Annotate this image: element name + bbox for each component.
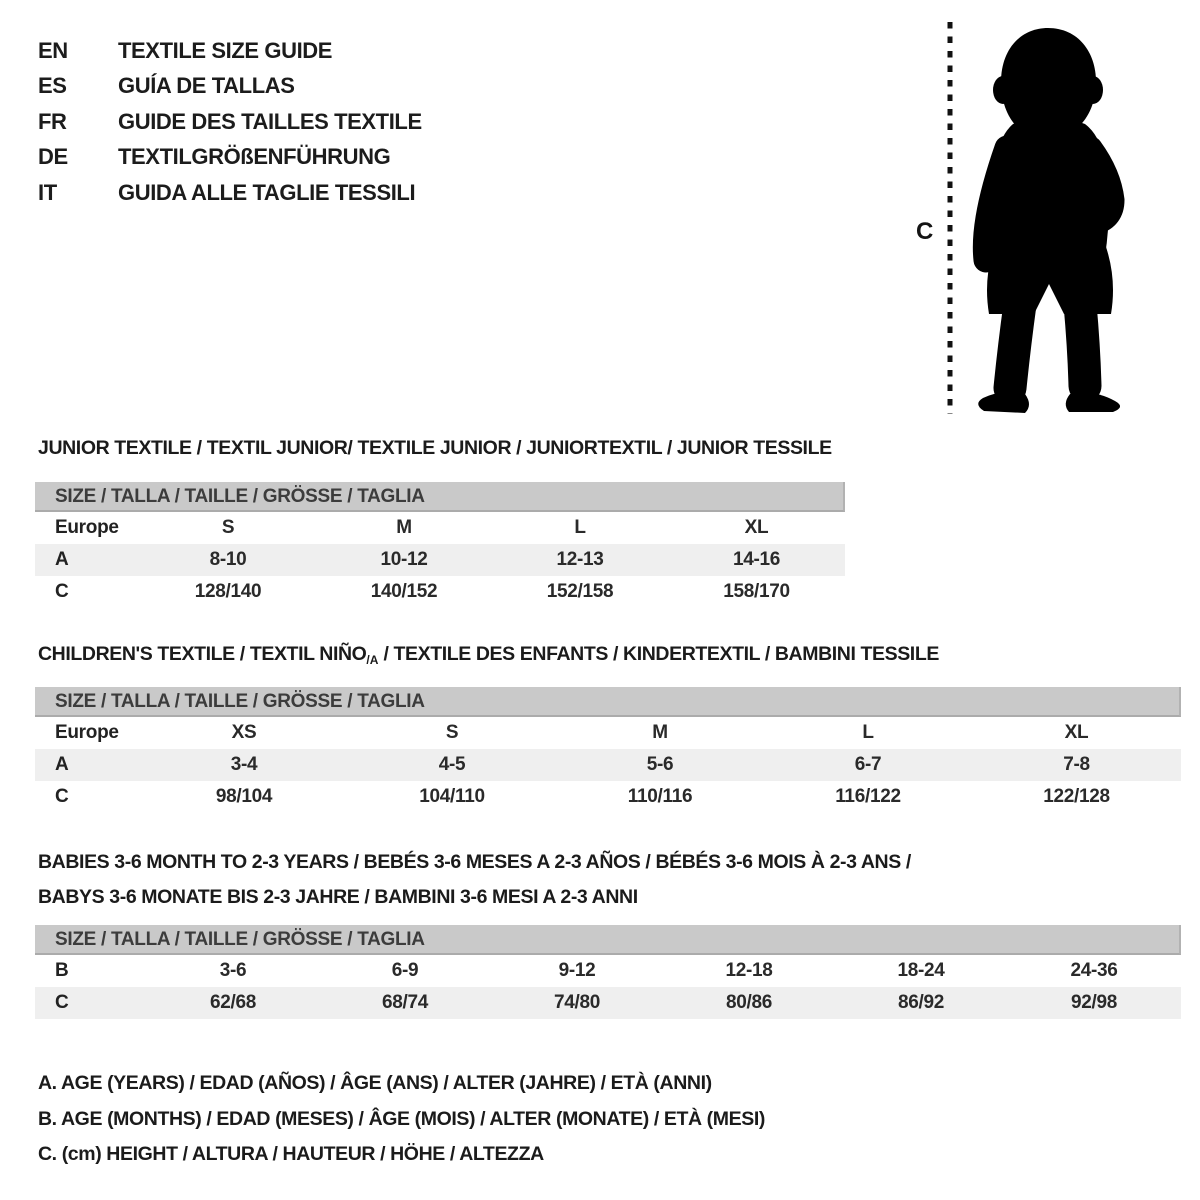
- language-code: ES: [38, 73, 67, 99]
- junior-size-table: [35, 512, 845, 608]
- legend-line-b: B. AGE (MONTHS) / EDAD (MESES) / ÂGE (MOIS) / ALTER (MONATE) / ETÀ (MESI): [38, 1107, 765, 1130]
- language-row: [38, 33, 422, 69]
- size-cell: 86/92: [835, 987, 1007, 1019]
- row-label: A: [35, 544, 140, 576]
- size-cell: 3-4: [140, 749, 348, 781]
- table-row: [35, 512, 845, 544]
- size-cell: 152/158: [546, 581, 614, 602]
- legend-line-c: C. (cm) HEIGHT / ALTURA / HAUTEUR / HÖHE / ALTEZZA: [38, 1143, 544, 1166]
- size-cell: 74/80: [491, 987, 663, 1019]
- size-cell: 9-12: [558, 960, 596, 981]
- children-section-title: [38, 643, 939, 666]
- babies-section-title: [38, 845, 911, 915]
- language-title: TEXTILGRÖßENFÜHRUNG: [118, 144, 391, 170]
- size-cell: 10-12: [316, 544, 492, 576]
- size-cell: XL: [1064, 722, 1089, 743]
- size-cell: XS: [231, 722, 257, 743]
- size-cell: S: [221, 517, 235, 538]
- size-cell: S: [445, 722, 459, 743]
- children-title-sub: /A: [366, 653, 379, 667]
- size-cell: 6-9: [391, 960, 419, 981]
- size-cell: 12-18: [725, 960, 773, 981]
- size-cell: L: [574, 517, 586, 538]
- language-code: DE: [38, 144, 68, 170]
- babies-title-line1: BABIES 3-6 MONTH TO 2-3 YEARS / BEBÉS 3-6 MESES A 2-3 AÑOS / BÉBÉS 3-6 MOIS À 2-3 ANS /: [38, 851, 911, 873]
- size-cell: 68/74: [319, 987, 491, 1019]
- junior-section-title: JUNIOR TEXTILE / TEXTIL JUNIOR/ TEXTILE JUNIOR / JUNIORTEXTIL / JUNIOR TESSILE: [38, 437, 832, 459]
- babies-size-table: [35, 955, 1181, 1019]
- size-cell: 62/68: [147, 987, 319, 1019]
- language-row: [38, 69, 422, 105]
- size-cell: XL: [744, 517, 769, 538]
- children-size-header-bar: SIZE / TALLA / TAILLE / GRÖSSE / TAGLIA: [35, 687, 1181, 717]
- children-title-rest: / TEXTILE DES ENFANTS / KINDERTEXTIL / BAMBINI TESSILE: [378, 643, 939, 665]
- size-cell: L: [862, 722, 874, 743]
- language-title: GUIDE DES TAILLES TEXTILE: [118, 108, 422, 134]
- size-cell: 12-13: [492, 544, 668, 576]
- row-label: C: [35, 987, 147, 1019]
- size-cell: 3-6: [219, 960, 247, 981]
- row-label: A: [35, 749, 140, 781]
- size-cell: 140/152: [370, 581, 438, 602]
- size-cell: M: [652, 722, 668, 743]
- legend-line-a: A. AGE (YEARS) / EDAD (AÑOS) / ÂGE (ANS) / ALTER (JAHRE) / ETÀ (ANNI): [38, 1072, 712, 1094]
- size-cell: 98/104: [215, 786, 273, 807]
- language-row: [38, 140, 422, 176]
- table-row: [35, 544, 845, 576]
- table-row: [35, 717, 1181, 749]
- table-row: [35, 955, 1181, 987]
- height-measure-label: C: [916, 218, 934, 245]
- table-row: [35, 781, 1181, 813]
- size-cell: 8-10: [140, 544, 316, 576]
- table-row: [35, 576, 845, 608]
- language-title: TEXTILE SIZE GUIDE: [118, 37, 333, 63]
- language-code: EN: [38, 37, 68, 63]
- size-cell: 18-24: [897, 960, 945, 981]
- row-label: C: [55, 786, 69, 807]
- size-cell: 4-5: [348, 749, 556, 781]
- size-cell: 5-6: [556, 749, 764, 781]
- toddler-silhouette-icon: [963, 16, 1140, 416]
- size-cell: 24-36: [1070, 960, 1118, 981]
- size-cell: 116/122: [835, 786, 901, 807]
- size-cell: 6-7: [764, 749, 972, 781]
- size-cell: 14-16: [668, 544, 845, 576]
- row-label: C: [55, 581, 69, 602]
- size-cell: 110/116: [627, 786, 693, 807]
- language-title: GUÍA DE TALLAS: [118, 73, 295, 99]
- size-cell: 92/98: [1007, 987, 1181, 1019]
- language-code: FR: [38, 108, 67, 134]
- size-cell: 158/170: [723, 581, 790, 602]
- size-cell: M: [396, 517, 412, 538]
- language-row: [38, 104, 422, 140]
- children-title-main: CHILDREN'S TEXTILE / TEXTIL NIÑO: [38, 643, 367, 665]
- language-code: IT: [38, 179, 57, 205]
- language-row: [38, 175, 422, 211]
- junior-size-header-bar: SIZE / TALLA / TAILLE / GRÖSSE / TAGLIA: [35, 482, 845, 512]
- language-title-list: [38, 33, 422, 211]
- babies-size-header-bar: SIZE / TALLA / TAILLE / GRÖSSE / TAGLIA: [35, 925, 1181, 955]
- children-size-table: [35, 717, 1181, 813]
- measurement-legend: [38, 1066, 765, 1173]
- size-cell: 104/110: [419, 786, 485, 807]
- table-row: [35, 987, 1181, 1019]
- row-label: Europe: [55, 722, 119, 743]
- size-cell: 80/86: [663, 987, 835, 1019]
- language-title: GUIDA ALLE TAGLIE TESSILI: [118, 179, 416, 205]
- size-cell: 7-8: [972, 749, 1181, 781]
- height-dashed-line-icon: [945, 20, 955, 416]
- row-label: B: [55, 960, 69, 981]
- size-cell: 128/140: [194, 581, 262, 602]
- babies-title-line2: BABYS 3-6 MONATE BIS 2-3 JAHRE / BAMBINI 3-6 MESI A 2-3 ANNI: [38, 886, 638, 908]
- size-cell: 122/128: [1043, 786, 1110, 807]
- table-row: [35, 749, 1181, 781]
- row-label: Europe: [55, 517, 119, 538]
